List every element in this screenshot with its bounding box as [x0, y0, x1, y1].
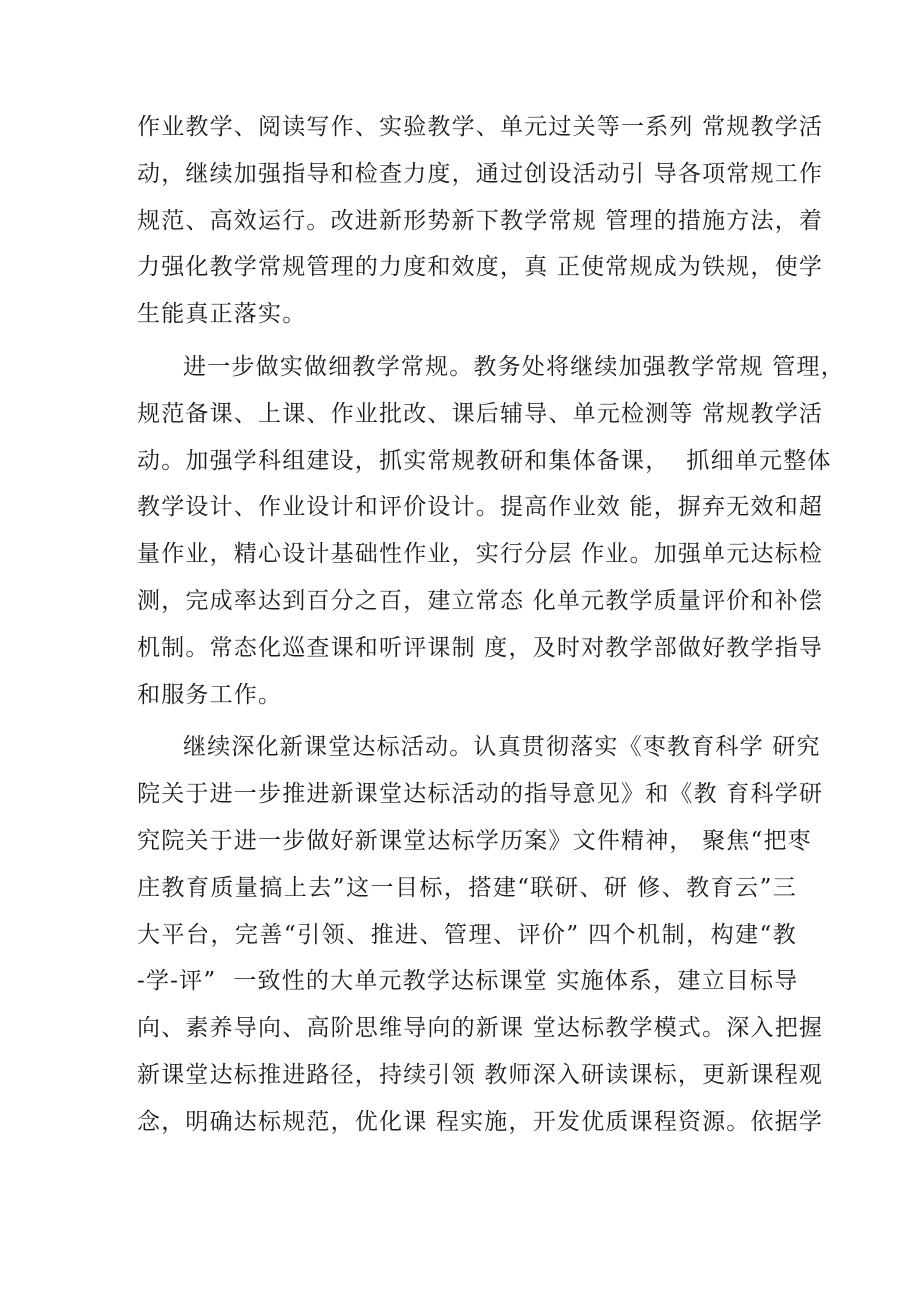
text-line: 究院关于进一步做好新课堂达标学历案》文件精神， 聚焦“把枣	[137, 827, 812, 854]
text-line: 力强化教学常规管理的力度和效度，真 正使常规成为铁规，使学	[137, 254, 824, 281]
paragraph-2	[137, 344, 845, 718]
text-line: 机制。常态化巡查课和听评课制 度，及时对教学部做好教学指导	[137, 634, 824, 661]
text-line: 向、素养导向、高阶思维导向的新课 堂达标教学模式。深入把握	[137, 1015, 824, 1042]
paragraph-3	[137, 724, 824, 1145]
text-line: 生能真正落实。	[137, 301, 307, 328]
text-line: 测，完成率达到百分之百，建立常态 化单元教学质量评价和补偿	[137, 587, 824, 614]
text-line: 进一步做实做细教学常规。教务处将继续加强教学常规 管理，	[183, 353, 845, 380]
text-line: 规范备课、上课、作业批改、课后辅导、单元检测等 常规教学活	[137, 400, 824, 427]
text-line: 大平台，完善“引领、推进、管理、评价” 四个机制，构建“教	[137, 921, 797, 948]
text-line: -学-评” 一致性的大单元教学达标课堂 实施体系，建立目标导	[137, 968, 799, 995]
paragraph-1	[137, 104, 824, 338]
text-line: 和服务工作。	[137, 681, 283, 708]
text-line: 院关于进一步推进新课堂达标活动的指导意见》和《教 育科学研	[137, 781, 824, 808]
text-line: 动。加强学科组建设，抓实常规教研和集体备课， 抓细单元整体	[137, 447, 832, 474]
text-line: 新课堂达标推进路径，持续引领 教师深入研读课标，更新课程观	[137, 1061, 824, 1088]
text-line: 庄教育质量搞上去”这一目标，搭建“联研、研 修、教育云”三	[137, 874, 797, 901]
text-line: 规范、高效运行。改进新形势新下教学常规 管理的措施方法，着	[137, 207, 824, 234]
text-line: 量作业，精心设计基础性作业，实行分层 作业。加强单元达标检	[137, 541, 824, 568]
text-line: 动，继续加强指导和检查力度，通过创设活动引 导各项常规工作	[137, 160, 824, 187]
text-line: 继续深化新课堂达标活动。认真贯彻落实《枣教育科学 研究	[183, 734, 821, 761]
text-line: 作业教学、阅读写作、实验教学、单元过关等一系列 常规教学活	[137, 114, 824, 140]
text-line: 念，明确达标规范，优化课 程实施，开发优质课程资源。依据学	[137, 1108, 824, 1135]
text-line: 教学设计、作业设计和评价设计。提高作业效 能，摒弃无效和超	[137, 494, 824, 521]
document-body	[137, 104, 845, 1152]
